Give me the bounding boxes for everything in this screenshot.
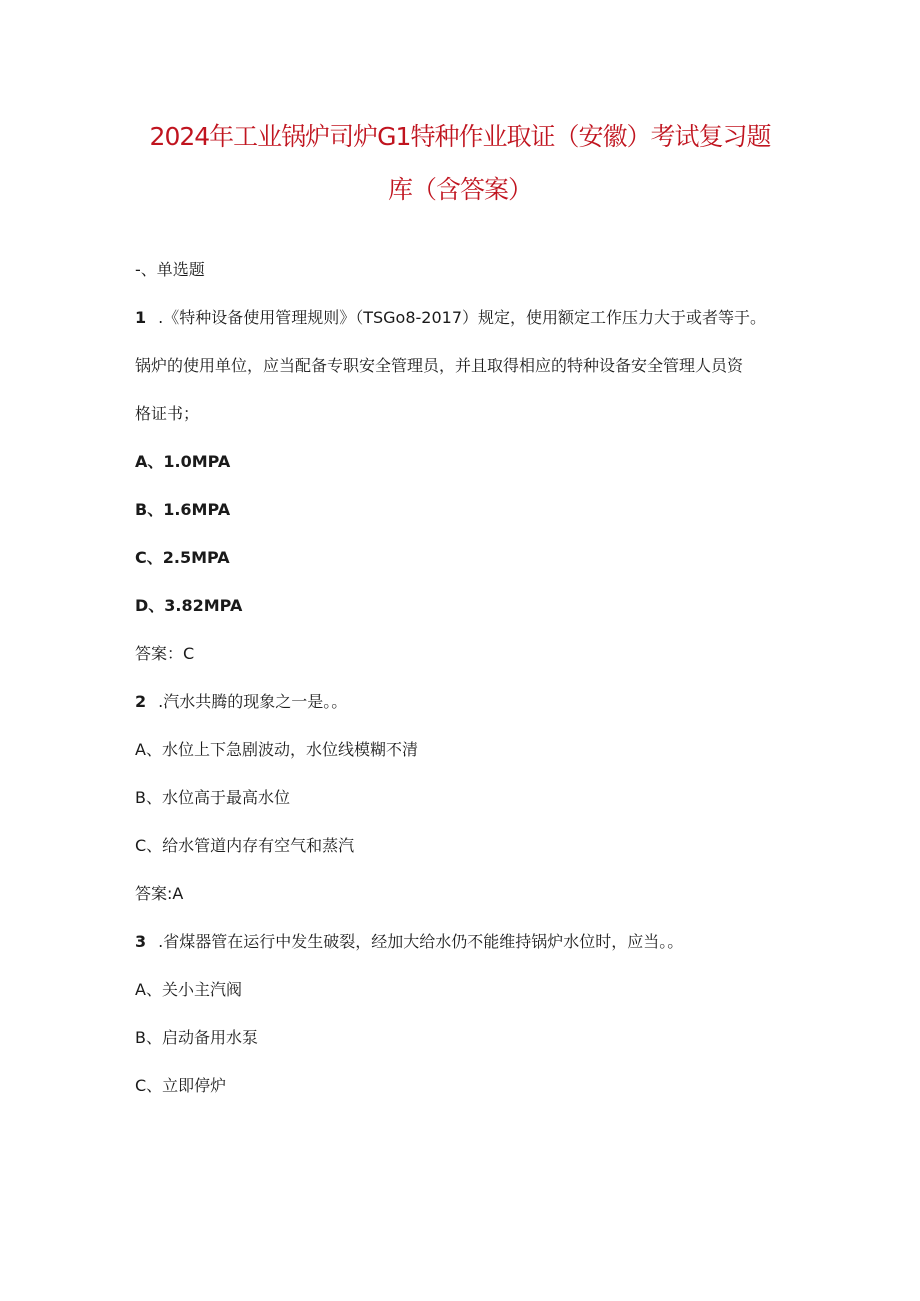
question-number: 1 [135,308,147,327]
question-2-option-c: C、给水管道内存有空气和蒸汽 [135,836,355,855]
question-1-line-2: 锅炉的使用单位，应当配备专职安全管理员，并且取得相应的特种设备安全管理人员资 [135,356,744,375]
question-1-option-a: A、1.0MPA [135,452,231,471]
question-1-option-d: D、3.82MPA [135,596,243,615]
question-number: 3 [135,932,147,951]
section-heading: -、单选题 [135,260,205,279]
document-title-line-2: 库（含答案） [387,175,532,204]
question-1-option-c: C、2.5MPA [135,548,230,567]
question-1-line-1 [135,307,766,329]
question-3-line-1 [135,931,683,953]
question-2-line-1 [135,691,347,713]
question-text: .汽水共腾的现象之一是。。 [158,692,348,711]
question-2-answer: 答案:A [135,884,184,903]
question-3-option-b: B、启动备用水泵 [135,1028,258,1047]
question-text: .《特种设备使用管理规则》（TSGo8-2017）规定，使用额定工作压力大于或者等于。 [158,308,767,327]
question-2-option-b: B、水位高于最高水位 [135,788,290,807]
question-3-option-c: C、立即停炉 [135,1076,227,1095]
document-title-line-1: 2024年工业锅炉司炉G1特种作业取证（安徽）考试复习题 [149,122,771,151]
question-text: .省煤器管在运行中发生破裂，经加大给水仍不能维持锅炉水位时，应当。。 [158,932,684,951]
question-3-option-a: A、关小主汽阀 [135,980,242,999]
question-1-line-3: 格证书； [135,404,200,423]
question-number: 2 [135,692,147,711]
question-1-option-b: B、1.6MPA [135,500,231,519]
question-2-option-a: A、水位上下急剧波动，水位线模糊不清 [135,740,418,759]
question-1-answer: 答案：C [135,644,195,663]
